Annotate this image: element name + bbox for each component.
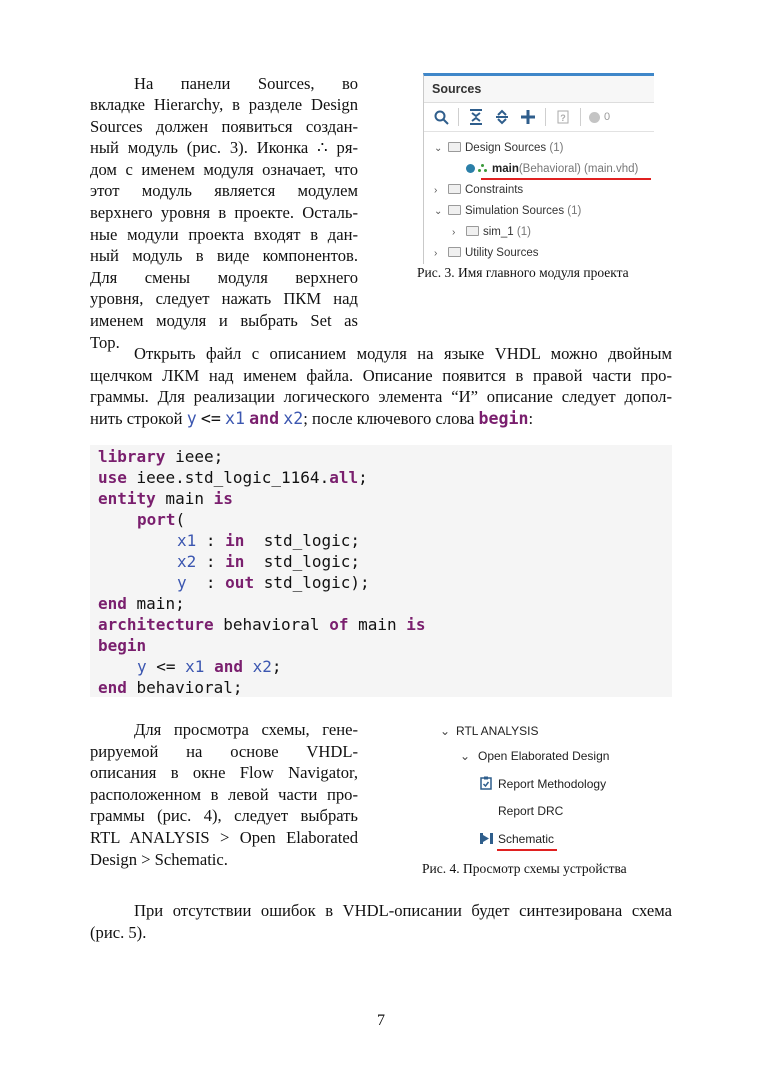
nav-item-schematic[interactable]: Schematic: [480, 829, 554, 849]
para2-line: щелчком ЛКМ над именем файла. Описание появится в правой части про-: [90, 365, 672, 385]
top-module-icon: [478, 164, 488, 173]
folder-icon: [448, 205, 461, 215]
nav-item-report-drc[interactable]: Report DRC: [498, 804, 564, 818]
nav-item-open-elaborated-design[interactable]: ⌄ Open Elaborated Design: [460, 746, 609, 766]
para3-line: рируемой на основе VHDL-: [90, 741, 358, 761]
figure-4-caption: Рис. 4. Просмотр схемы устройства: [422, 861, 627, 876]
toolbar-separator: [458, 108, 459, 126]
collapse-all-icon[interactable]: [467, 108, 485, 126]
svg-text:?: ?: [560, 113, 566, 123]
para1-line: Top.: [90, 332, 120, 352]
para3-line: RTL ANALYSIS > Open Elaborated: [90, 827, 358, 847]
sources-panel: [423, 73, 654, 264]
code-line: architecture behavioral of main is: [98, 615, 426, 634]
chevron-right-icon[interactable]: ›: [434, 185, 438, 196]
para3-line: расположенном в левой части про-: [90, 784, 358, 804]
para2-line: нить строкой y <= x1 and x2; после ключевого слова begin:: [90, 408, 534, 428]
intro-paragraph: [90, 73, 358, 95]
folder-icon: [448, 247, 461, 257]
para1-line: дом с именем модуля означает, что: [90, 159, 358, 179]
folder-icon: [448, 184, 461, 194]
toolbar-separator: [545, 108, 546, 126]
para1-line: именем модуля и выбрать Set as: [90, 310, 358, 330]
code-line: x2 : in std_logic;: [177, 552, 361, 571]
para1-line: верхнего уровня в проекте. Осталь-: [90, 202, 358, 222]
para4-line: (рис. 5).: [90, 922, 147, 942]
expand-all-icon[interactable]: [493, 108, 511, 126]
figure-3-caption: Рис. 3. Имя главного модуля проекта: [417, 265, 629, 280]
para1-line: На панели Sources, во: [134, 74, 358, 93]
code-line: library ieee;: [98, 447, 224, 466]
page-number: 7: [377, 1012, 385, 1029]
schematic-underline: [497, 849, 557, 851]
para3-line: граммы (рис. 4), следует выбрать: [90, 806, 358, 826]
properties-icon[interactable]: [554, 108, 572, 126]
para1-line: Для смены модуля верхнего: [90, 267, 358, 287]
chevron-down-icon[interactable]: ⌄: [434, 143, 443, 154]
chevron-down-icon[interactable]: ⌄: [460, 749, 471, 763]
code-line: y <= x1 and x2;: [137, 657, 282, 676]
flow-navigator: [432, 717, 662, 857]
para1-line: уровня, следует нажать ПКМ над: [90, 289, 358, 309]
search-icon[interactable]: [432, 108, 450, 126]
vhdl-code-block: [90, 445, 672, 697]
tree-item-design-sources[interactable]: ⌄ Design Sources (1): [434, 138, 563, 158]
para1-lines: [90, 94, 358, 353]
chevron-down-icon[interactable]: ⌄: [440, 724, 451, 738]
toolbar-separator: [580, 108, 581, 126]
para2-line: Открыть файл с описанием модуля на языке VHDL можно двойным: [134, 344, 672, 363]
clipboard-check-icon: [480, 776, 498, 796]
module-icon: [466, 164, 475, 173]
chevron-down-icon[interactable]: ⌄: [434, 206, 443, 217]
para1-line: ный модуль (рис. 3). Иконка ∴ ря-: [90, 138, 358, 158]
para1-line: ный модуль в виде компонентов.: [90, 246, 358, 266]
code-line: port(: [137, 510, 186, 529]
code-line: begin: [98, 636, 147, 655]
para3-line: Design > Schematic.: [90, 849, 228, 869]
code-line: end main;: [98, 594, 185, 613]
paragraph-2: [90, 343, 672, 429]
code-line: end behavioral;: [98, 678, 243, 697]
tree-item-main[interactable]: main(Behavioral) (main.vhd): [466, 159, 638, 179]
para1-line: ные модули проекта входят в дан-: [90, 224, 358, 244]
paragraph-4: [90, 900, 672, 943]
nav-item-report-methodology[interactable]: Report Methodology: [480, 774, 606, 794]
code-line: entity main is: [98, 489, 233, 508]
code-line: use ieee.std_logic_1164.all;: [98, 468, 368, 487]
unsaved-status: 0: [589, 111, 610, 123]
para3-line: описания в окне Flow Navigator,: [90, 763, 358, 783]
tree-item-simulation-sources[interactable]: ⌄ Simulation Sources (1): [434, 201, 581, 221]
nav-item-rtl-analysis[interactable]: ⌄ RTL ANALYSIS: [440, 721, 538, 741]
para1-line: этот модуль является модулем: [90, 181, 358, 201]
schematic-icon: [480, 831, 498, 851]
para4-line: При отсутствии ошибок в VHDL-описании будет синтезирована схема: [134, 901, 672, 920]
sources-toolbar: [424, 103, 654, 132]
para3-line: Для просмотра схемы, гене-: [134, 720, 358, 739]
sources-panel-title: Sources: [424, 76, 654, 103]
tree-item-sim-1[interactable]: › sim_1 (1): [452, 222, 531, 242]
tree-item-utility-sources[interactable]: › Utility Sources: [434, 243, 539, 263]
tree-item-constraints[interactable]: › Constraints: [434, 180, 523, 200]
para2-line: граммы. Для реализации логического элемента “И” описание следует допол-: [90, 387, 672, 407]
chevron-right-icon[interactable]: ›: [434, 248, 438, 259]
paragraph-3: [90, 719, 358, 870]
code-line: x1 : in std_logic;: [177, 531, 361, 550]
code-line: y : out std_logic);: [177, 573, 370, 592]
folder-icon: [448, 142, 461, 152]
status-dot-icon: [589, 112, 600, 123]
folder-icon: [466, 226, 479, 236]
chevron-right-icon[interactable]: ›: [452, 227, 456, 238]
para1-line: Sources должен появиться создан-: [90, 116, 358, 136]
add-icon[interactable]: [519, 108, 537, 126]
para1-line: вкладке Hierarchy, в разделе Design: [90, 95, 358, 114]
